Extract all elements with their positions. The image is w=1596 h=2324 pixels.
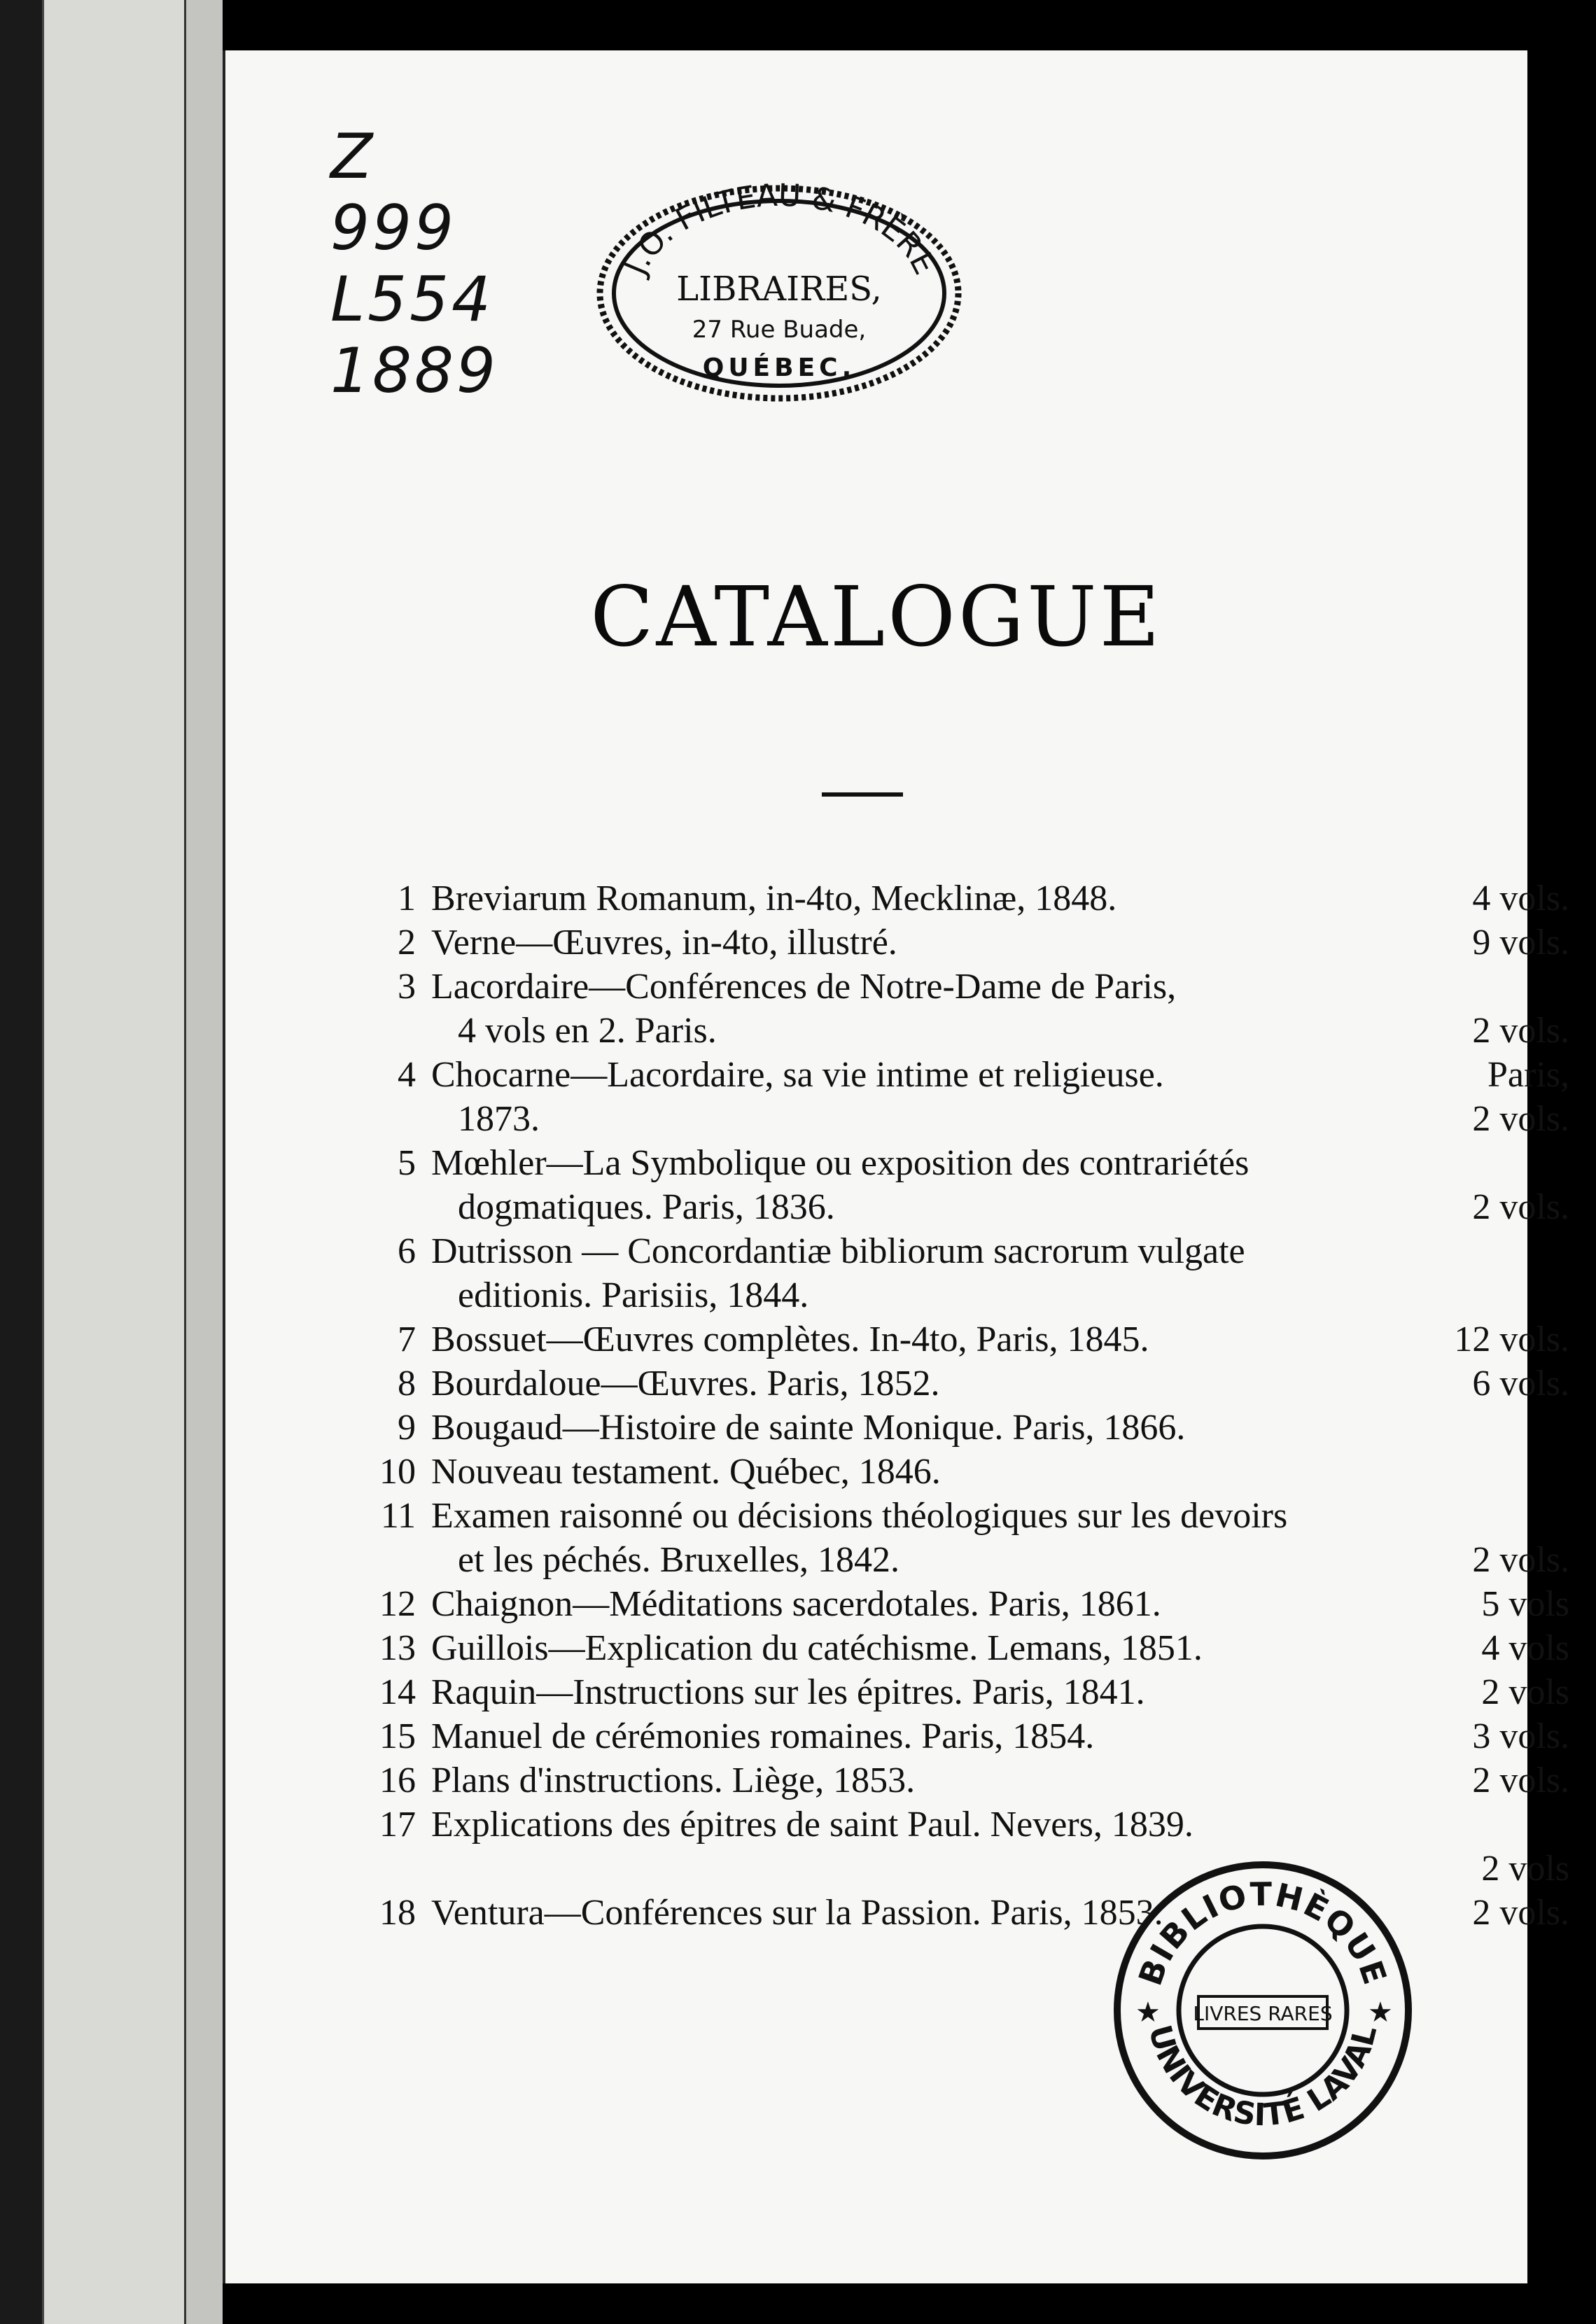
entry-number: 17 [379, 1805, 416, 1844]
entry-number: 13 [379, 1628, 416, 1668]
entry-text: editionis. Parisiis, 1844. [458, 1275, 809, 1315]
entry-line [351, 1538, 1569, 1582]
entry-text: Guillois—Explication du catéchisme. Lemans, 1851. [431, 1628, 1203, 1668]
entry-line [351, 1362, 1569, 1406]
entry-volumes: Paris, [1488, 1055, 1569, 1095]
entry-number: 3 [398, 967, 416, 1007]
call-number-line: 999 [330, 192, 456, 264]
stamp-arc-text: BIBLIOTHÈQUE [1130, 1875, 1395, 1991]
entry-line [351, 1758, 1569, 1802]
call-number-line: 1889 [330, 335, 498, 407]
entry-line [351, 920, 1569, 965]
star-icon: ★ [1135, 1996, 1161, 2029]
stamp-line: 27 Rue Buade, [692, 316, 867, 344]
catalogue-entry [351, 1714, 1569, 1758]
page-edge-shadow [186, 0, 223, 2324]
page-title: CATALOGUE [590, 568, 1163, 665]
entry-number: 12 [379, 1584, 416, 1624]
entry-number: 14 [379, 1672, 416, 1712]
entry-number: 16 [379, 1760, 416, 1800]
entry-number: 7 [398, 1320, 416, 1359]
catalogue-entry [351, 1582, 1569, 1626]
bookseller-stamp [592, 178, 967, 409]
entry-text: Bourdaloue—Œuvres. Paris, 1852. [431, 1364, 940, 1404]
catalogue-entry [351, 1317, 1569, 1362]
entry-line [351, 1802, 1569, 1847]
entry-volumes: 5 vols [1481, 1584, 1569, 1624]
entry-volumes: 2 vols. [1472, 1187, 1569, 1227]
entry-number: 2 [398, 923, 416, 962]
entry-line [351, 1317, 1569, 1362]
entry-line [351, 965, 1569, 1009]
entry-number: 11 [380, 1496, 416, 1536]
entry-text: Bossuet—Œuvres complètes. In-4to, Paris, 1845. [431, 1320, 1149, 1359]
entry-number: 1 [398, 878, 416, 918]
catalogue-entry [351, 1362, 1569, 1406]
catalogue-page [223, 50, 1569, 2283]
star-icon: ★ [1368, 1996, 1393, 2029]
entry-volumes: 2 vols. [1472, 1011, 1569, 1051]
entry-line [351, 876, 1569, 920]
entry-text: dogmatiques. Paris, 1836. [458, 1187, 835, 1227]
entry-text: Breviarum Romanum, in-4to, Mecklinæ, 1848. [431, 878, 1117, 918]
entry-line [351, 1009, 1569, 1053]
entry-text: Chocarne—Lacordaire, sa vie intime et religieuse. [431, 1055, 1164, 1095]
entry-number: 5 [398, 1143, 416, 1183]
entry-text: Raquin—Instructions sur les épitres. Paris, 1841. [431, 1672, 1145, 1712]
catalogue-entry [351, 1758, 1569, 1802]
stamp-line: LIBRAIRES, [676, 270, 882, 309]
entry-text: Ventura—Conférences sur la Passion. Paris, 1853. [431, 1893, 1163, 1933]
catalogue-entry [351, 1406, 1569, 1450]
entry-line [351, 1582, 1569, 1626]
stamp-center-text: LIVRES RARES [1193, 2002, 1333, 2025]
entry-volumes: 4 vols [1481, 1628, 1569, 1668]
call-number-line: L554 [330, 263, 493, 335]
entry-text: 4 vols en 2. Paris. [458, 1011, 717, 1051]
entry-volumes: 12 vols. [1454, 1320, 1569, 1359]
entry-volumes: 4 vols. [1472, 878, 1569, 918]
stamp-line: QUÉBEC. [702, 354, 856, 382]
entry-line [351, 1053, 1569, 1097]
entry-line [351, 1097, 1569, 1141]
entry-line [351, 1273, 1569, 1317]
call-number-line: Z [330, 120, 376, 192]
catalogue-entry [351, 920, 1569, 965]
entry-line [351, 1450, 1569, 1494]
catalogue-entry [351, 1229, 1569, 1317]
entry-line [351, 1229, 1569, 1273]
page-edge-fold [42, 0, 186, 2324]
entry-number: 10 [379, 1452, 416, 1492]
entry-volumes: 2 vols [1481, 1849, 1569, 1889]
entry-number: 6 [398, 1231, 416, 1271]
catalogue-entry [351, 1141, 1569, 1229]
entry-text: Plans d'instructions. Liège, 1853. [431, 1760, 916, 1800]
stamp-arc-text: UNIVERSITÉ LAVAL [1141, 2021, 1385, 2134]
library-stamp [1109, 1856, 1417, 2164]
entry-number: 15 [379, 1716, 416, 1756]
entry-volumes: 2 vols. [1472, 1760, 1569, 1800]
scan-margin [0, 0, 42, 2324]
entry-number: 9 [398, 1408, 416, 1448]
title-rule [822, 792, 903, 797]
entry-line [351, 1714, 1569, 1758]
entry-text: Mœhler—La Symbolique ou exposition des contrariétés [431, 1143, 1250, 1183]
entry-line [351, 1670, 1569, 1714]
entry-text: et les péchés. Bruxelles, 1842. [458, 1540, 900, 1580]
entry-text: Manuel de cérémonies romaines. Paris, 1854. [431, 1716, 1095, 1756]
catalogue-entry [351, 1494, 1569, 1582]
entry-volumes: 2 vols. [1472, 1893, 1569, 1933]
catalogue-entry [351, 1053, 1569, 1141]
catalogue-entry [351, 1670, 1569, 1714]
entry-volumes: 2 vols. [1472, 1099, 1569, 1139]
entry-text: 1873. [458, 1099, 540, 1139]
catalogue-entry [351, 876, 1569, 920]
entry-number: 8 [398, 1364, 416, 1404]
entry-number: 18 [379, 1893, 416, 1933]
entry-text: Chaignon—Méditations sacerdotales. Paris, 1861. [431, 1584, 1161, 1624]
entry-line [351, 1494, 1569, 1538]
entry-number: 4 [398, 1055, 416, 1095]
stamp-arc-text: J.O. FILTEAU & FRÈRE [617, 178, 943, 281]
entry-line [351, 1406, 1569, 1450]
entry-volumes: 3 vols. [1472, 1716, 1569, 1756]
entry-volumes: 9 vols. [1472, 923, 1569, 962]
entry-text: Nouveau testament. Québec, 1846. [431, 1452, 941, 1492]
catalogue-entry [351, 1626, 1569, 1670]
entry-text: Lacordaire—Conférences de Notre-Dame de Paris, [431, 967, 1177, 1007]
entry-text: Verne—Œuvres, in-4to, illustré. [431, 923, 897, 962]
entry-volumes: 2 vols [1481, 1672, 1569, 1712]
catalogue-entry [351, 965, 1569, 1053]
entry-line [351, 1626, 1569, 1670]
entry-text: Explications des épitres de saint Paul. Nevers, 1839. [431, 1805, 1194, 1844]
catalogue-entry [351, 1450, 1569, 1494]
entry-line [351, 1185, 1569, 1229]
entry-text: Examen raisonné ou décisions théologiques sur les devoirs [431, 1496, 1288, 1536]
entry-text: Bougaud—Histoire de sainte Monique. Paris, 1866. [431, 1408, 1186, 1448]
entry-volumes: 2 vols. [1472, 1540, 1569, 1580]
entry-text: Dutrisson — Concordantiæ bibliorum sacrorum vulgate [431, 1231, 1245, 1271]
entry-volumes: 6 vols. [1472, 1364, 1569, 1404]
catalogue-list [351, 876, 1569, 1935]
entry-line [351, 1141, 1569, 1185]
